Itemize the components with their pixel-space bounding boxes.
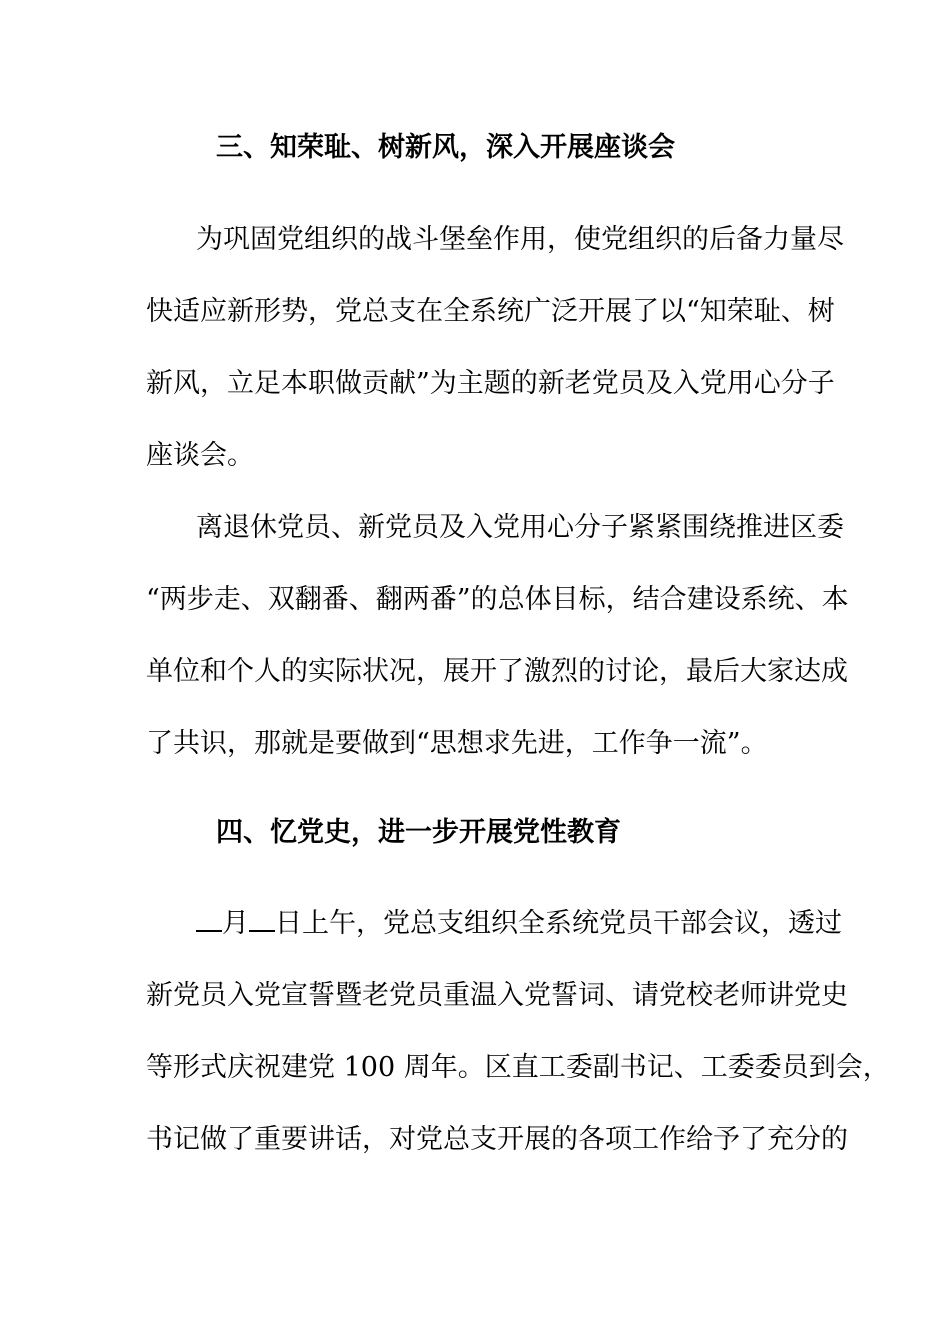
paragraph-line: 了共识，那就是要做到“思想求先进，工作争一流”。 — [146, 728, 768, 759]
paragraph-line: 离退休党员、新党员及入党用心分子紧紧围绕推进区委 — [196, 512, 844, 543]
paragraph-line: 新党员入党宣誓暨老党员重温入党誓词、请党校老师讲党史 — [146, 980, 848, 1011]
blank-month-label: 月 — [222, 908, 249, 939]
paragraph-line: 等形式庆祝建党 100 周年。区直工委副书记、工委委员到会， — [146, 1052, 890, 1083]
section-heading-3: 三、知荣耻、树新风，深入开展座谈会 — [216, 132, 675, 163]
paragraph-line: “两步走、双翻番、翻两番”的总体目标，结合建设系统、本 — [146, 584, 849, 615]
paragraph-text: 日上午，党总支组织全系统党员干部会议，透过 — [275, 908, 842, 939]
paragraph-line — [196, 906, 842, 942]
blank-underline — [249, 908, 275, 932]
paragraph-line: 为巩固党组织的战斗堡垒作用，使党组织的后备力量尽 — [196, 224, 844, 255]
paragraph-line: 新风，立足本职做贡献”为主题的新老党员及入党用心分子 — [146, 368, 835, 399]
blank-underline — [196, 908, 222, 932]
paragraph-line: 书记做了重要讲话，对党总支开展的各项工作给予了充分的 — [146, 1124, 848, 1155]
paragraph-line: 快适应新形势，党总支在全系统广泛开展了以“知荣耻、树 — [146, 296, 835, 327]
paragraph-line: 单位和个人的实际状况，展开了激烈的讨论，最后大家达成 — [146, 656, 848, 687]
section-heading-4: 四、忆党史，进一步开展党性教育 — [216, 817, 621, 848]
paragraph-line: 座谈会。 — [146, 440, 254, 471]
